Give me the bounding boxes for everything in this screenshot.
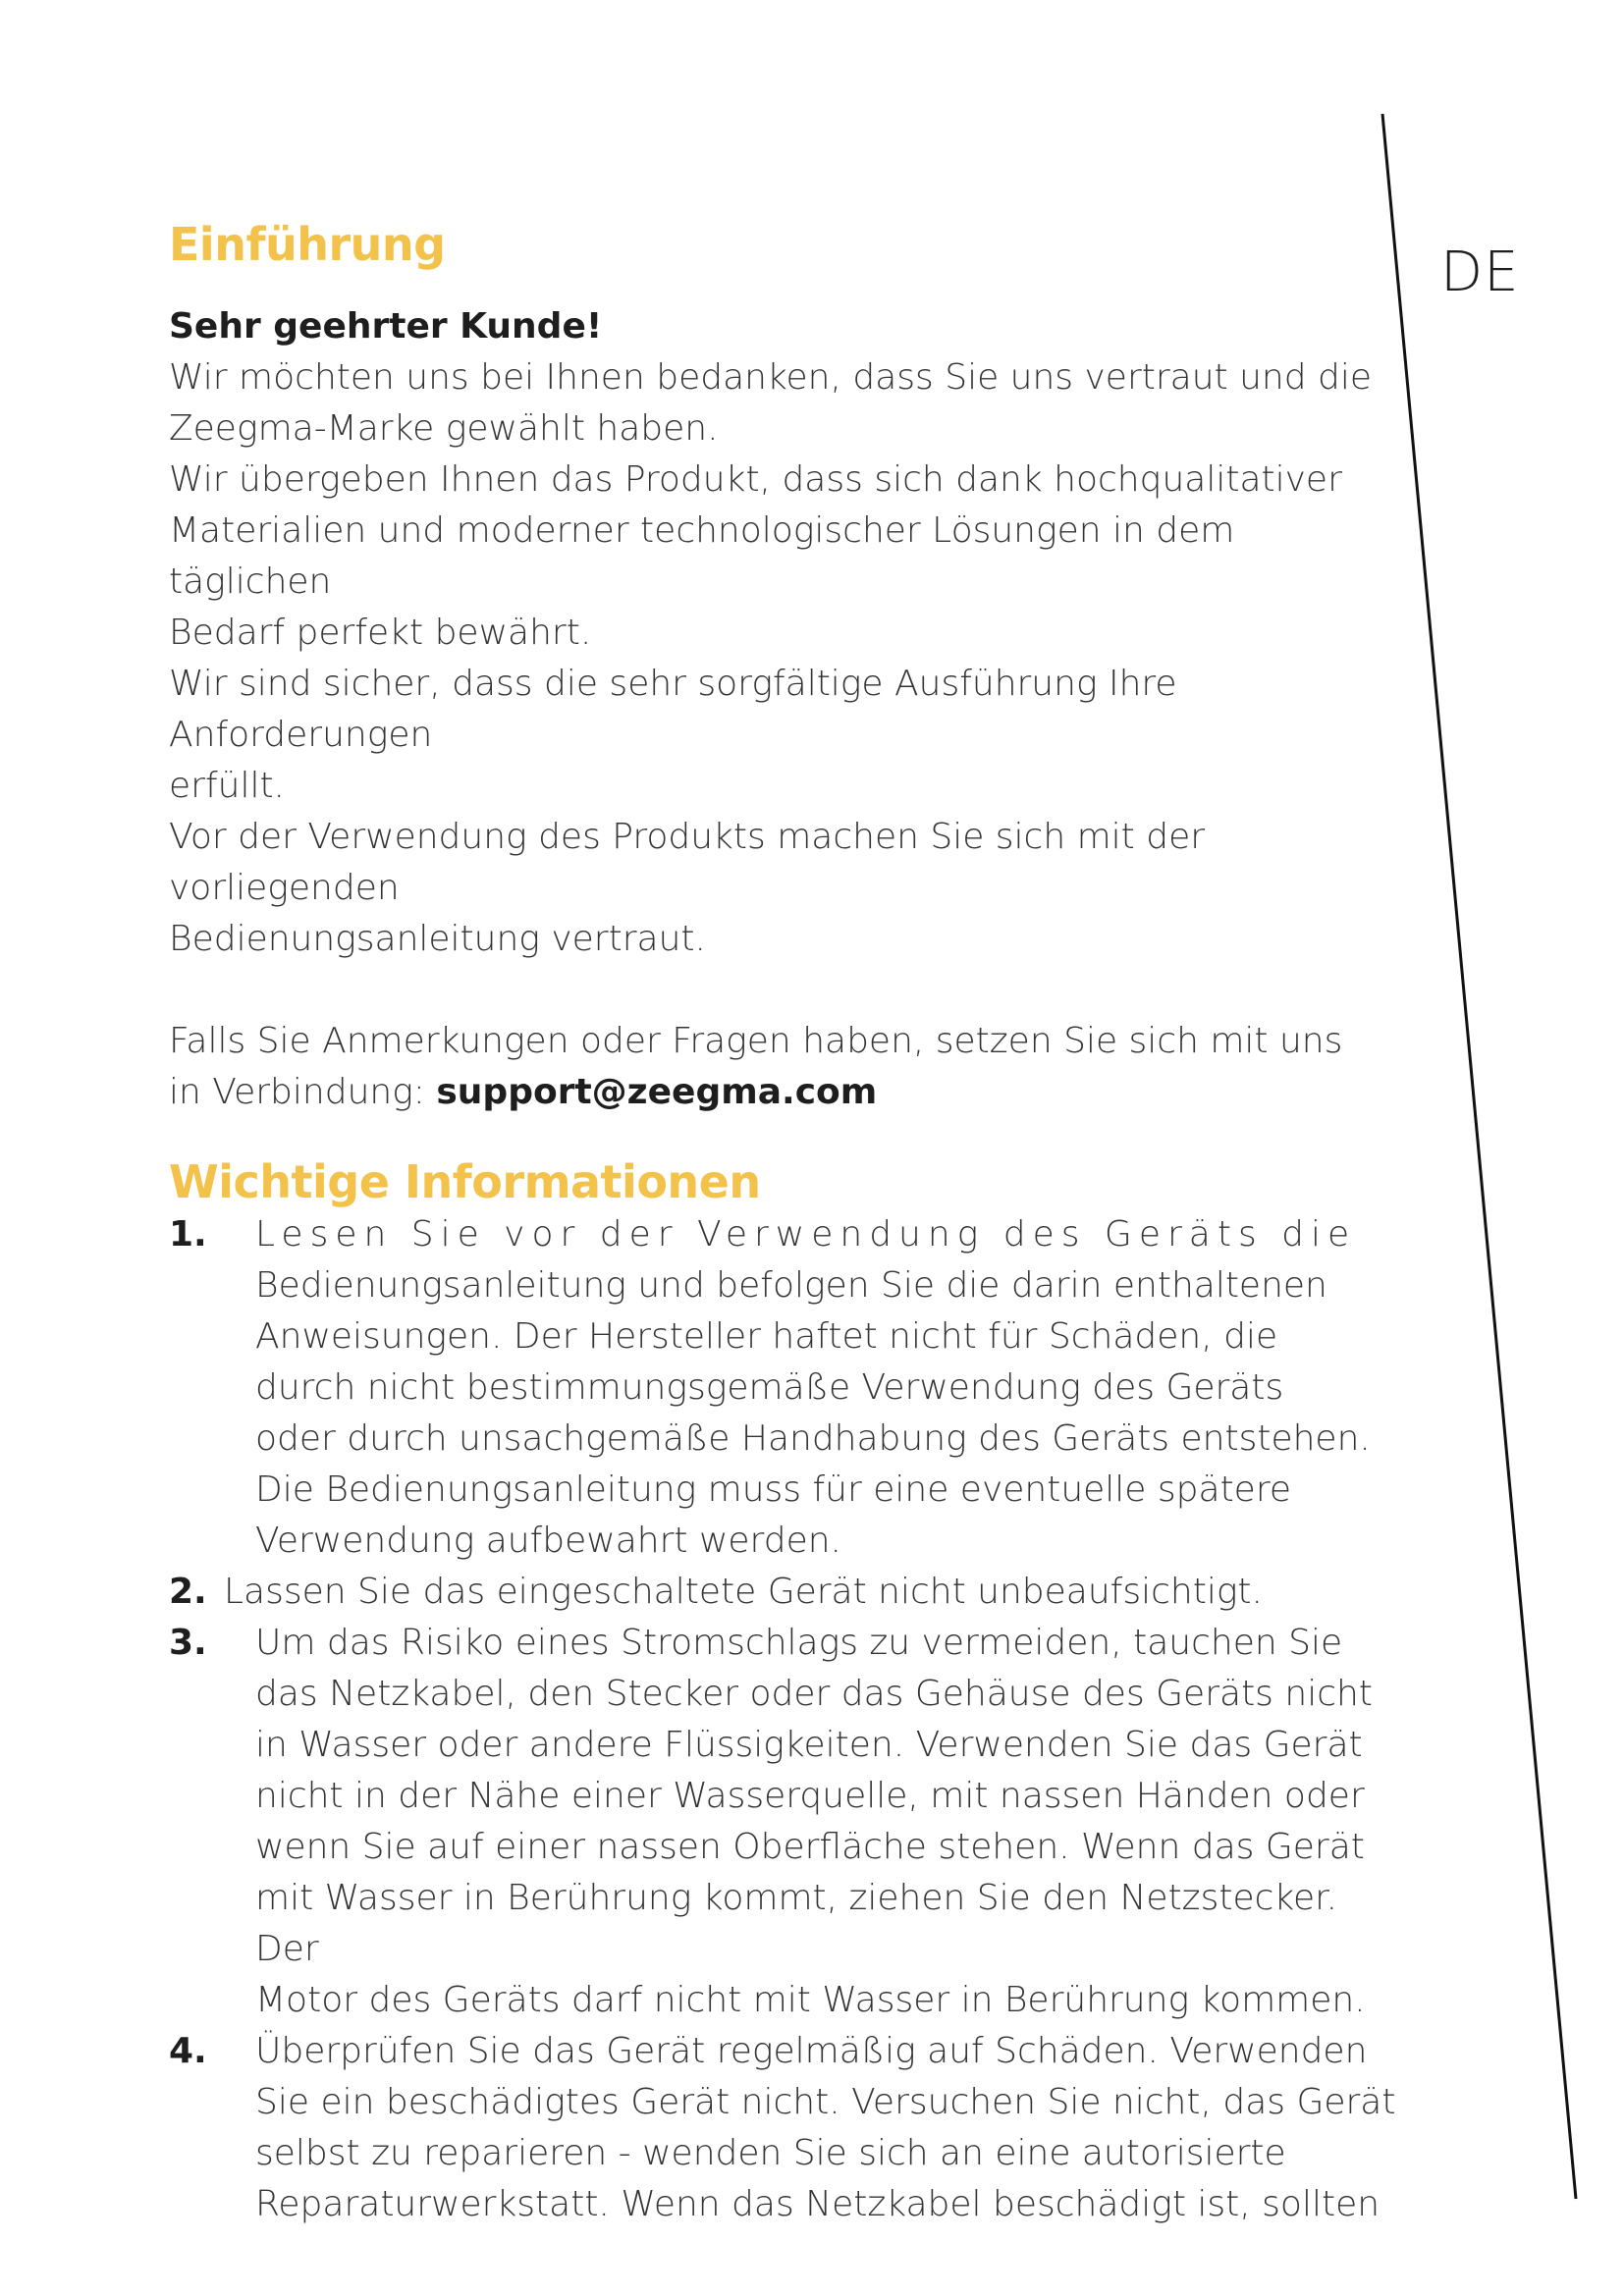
item-line: Um das Risiko eines Stromschlags zu vermeiden, tauchen Sie <box>255 1623 1343 1664</box>
intro-line: Bedarf perfekt bewährt. <box>169 613 592 654</box>
intro-line: Wir möchten uns bei Ihnen bedanken, dass Sie uns vertraut und die <box>169 357 1373 399</box>
intro-line: erfüllt. <box>169 766 286 807</box>
item-line: mit Wasser in Berührung kommt, ziehen Sie den Netzstecker. Der <box>255 1878 1338 1970</box>
intro-heading: Einführung <box>169 218 446 271</box>
contact-line: Falls Sie Anmerkungen oder Fragen haben, setzen Sie sich mit uns <box>169 1021 1343 1062</box>
item-line: Verwendung aufbewahrt werden. <box>255 1521 841 1562</box>
item-line: das Netzkabel, den Stecker oder das Gehäuse des Geräts nicht <box>255 1674 1373 1715</box>
item-line: wenn Sie auf einer nassen Oberfläche stehen. Wenn das Gerät <box>255 1827 1365 1868</box>
language-tag: DE <box>1440 240 1520 304</box>
item-line: nicht in der Nähe einer Wasserquelle, mit nassen Händen oder <box>255 1776 1365 1817</box>
intro-line: Wir übergeben Ihnen das Produkt, dass sich dank hochqualitativer <box>169 459 1342 501</box>
item-line: selbst zu reparieren - wenden Sie sich an eine autorisierte <box>255 2133 1286 2174</box>
content-column <box>169 218 1396 2230</box>
salutation: Sehr geehrter Kunde! <box>169 306 603 347</box>
item-line: Anweisungen. Der Hersteller haftet nicht für Schäden, die <box>255 1316 1278 1358</box>
item-line: Sie ein beschädigtes Gerät nicht. Versuchen Sie nicht, das Gerät <box>255 2082 1396 2123</box>
item-line: Lesen Sie vor der Verwendung des Geräts die <box>255 1214 1357 1255</box>
list-number: 2. <box>169 1572 207 1613</box>
list-item <box>169 1618 1396 2026</box>
contact-line <box>169 1067 1396 1118</box>
item-line: Die Bedienungsanleitung muss für eine eventuelle spätere <box>255 1469 1291 1511</box>
item-line: Bedienungsanleitung und befolgen Sie die darin enthaltenen <box>255 1265 1327 1307</box>
intro-line: Vor der Verwendung des Produkts machen Sie sich mit der vorliegenden <box>169 817 1206 909</box>
item-line: oder durch unsachgemäße Handhabung des Geräts entstehen. <box>255 1418 1371 1460</box>
intro-line: Zeegma-Marke gewählt haben. <box>169 408 719 450</box>
item-line: Lassen Sie das eingeschaltete Gerät nicht unbeaufsichtigt. <box>224 1572 1263 1613</box>
info-heading: Wichtige Informationen <box>169 1155 761 1209</box>
contact-prefix: in Verbindung: <box>169 1072 437 1113</box>
list-number: 4. <box>169 2031 207 2072</box>
item-line: in Wasser oder andere Flüssigkeiten. Verwenden Sie das Gerät <box>255 1725 1363 1766</box>
item-line: Reparaturwerkstatt. Wenn das Netzkabel beschädigt ist, sollten <box>255 2184 1380 2225</box>
list-number: 3. <box>169 1623 207 1664</box>
list-number: 1. <box>169 1214 207 1255</box>
item-line: durch nicht bestimmungsgemäße Verwendung des Geräts <box>255 1367 1284 1409</box>
intro-paragraph <box>169 352 1396 965</box>
safety-list <box>169 1209 1396 2230</box>
list-item <box>169 2026 1396 2230</box>
intro-line: Wir sind sicher, dass die sehr sorgfältige Ausführung Ihre Anforderungen <box>169 664 1177 756</box>
intro-line: Materialien und moderner technologischer Lösungen in dem täglichen <box>169 510 1235 603</box>
support-email-link[interactable]: support@zeegma.com <box>436 1072 878 1113</box>
item-line: Überprüfen Sie das Gerät regelmäßig auf Schäden. Verwenden <box>255 2031 1368 2072</box>
list-item <box>169 1567 1396 1618</box>
intro-line: Bedienungsanleitung vertraut. <box>169 919 706 960</box>
list-item <box>169 1209 1396 1567</box>
item-line: Motor des Geräts darf nicht mit Wasser in Berührung kommen. <box>255 1980 1366 2021</box>
